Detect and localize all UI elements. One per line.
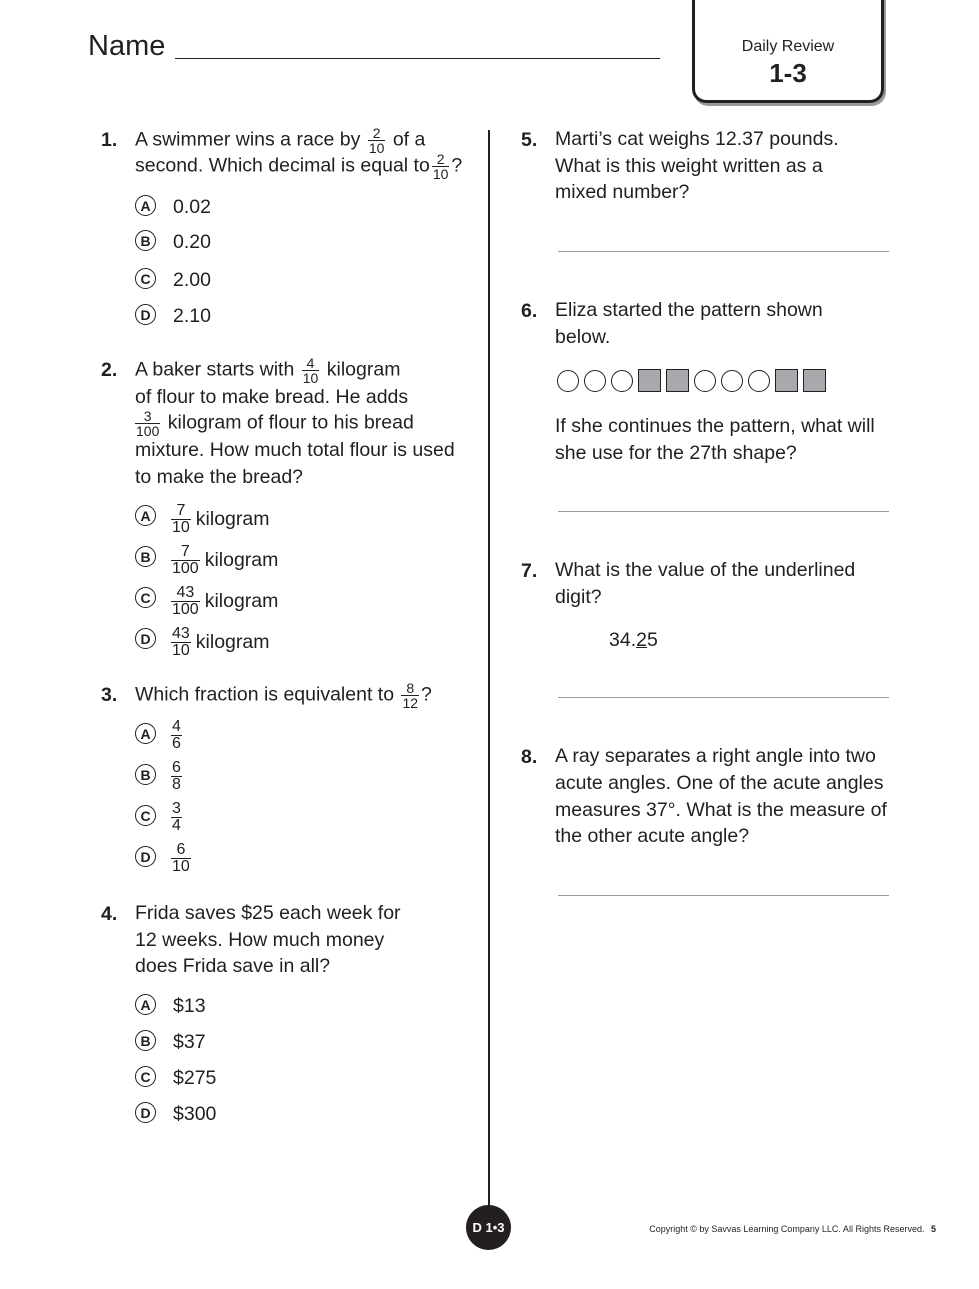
option-text: kilogram xyxy=(195,508,270,530)
answer-option[interactable] xyxy=(135,544,278,577)
numerator: 2 xyxy=(436,151,445,167)
question-text xyxy=(135,356,400,385)
choice-bubble[interactable]: D xyxy=(135,304,156,325)
choice-bubble[interactable]: B xyxy=(135,546,156,567)
choice-bubble[interactable]: C xyxy=(135,587,156,608)
numerator: 4 xyxy=(172,718,181,735)
question-number: 8. xyxy=(521,746,538,768)
text-segment: A swimmer wins a race by xyxy=(135,128,361,151)
question-text: What is the value of the underlined xyxy=(555,559,856,581)
choice-bubble[interactable]: B xyxy=(135,1030,156,1051)
fraction xyxy=(135,409,160,438)
option-text: kilogram xyxy=(195,631,270,653)
question-text: of flour to make bread. He adds xyxy=(135,386,409,408)
answer-line[interactable] xyxy=(558,895,889,896)
question-text: acute angles. One of the acute angles xyxy=(555,772,884,794)
text-segment: Which fraction is equivalent to xyxy=(135,683,395,706)
question-text: below. xyxy=(555,326,611,348)
option-text: 2.10 xyxy=(173,305,211,327)
answer-option[interactable] xyxy=(135,719,184,752)
copyright-text: Copyright © by Savvas Learning Company LLC. All Rights Reserved. xyxy=(649,1224,925,1234)
denominator: 10 xyxy=(368,140,385,156)
question-number: 5. xyxy=(521,129,538,151)
fraction xyxy=(171,544,200,577)
question-text xyxy=(135,126,425,155)
choice-bubble[interactable]: B xyxy=(135,230,156,251)
fraction xyxy=(171,801,182,834)
numerator: 3 xyxy=(172,800,181,817)
pattern-circle xyxy=(694,370,716,392)
pattern-circle xyxy=(748,370,770,392)
choice-bubble[interactable]: A xyxy=(135,505,156,526)
pattern-circle xyxy=(584,370,606,392)
text-segment: ? xyxy=(421,683,432,706)
denominator: 4 xyxy=(172,817,181,834)
numerator: 2 xyxy=(372,125,381,141)
denominator: 100 xyxy=(172,560,199,577)
question-text: mixed number? xyxy=(555,181,690,203)
option-text: $275 xyxy=(173,1067,217,1089)
numerator: 6 xyxy=(176,841,186,858)
choice-bubble[interactable]: D xyxy=(135,846,156,867)
option-text: $37 xyxy=(173,1031,206,1053)
option-text: 0.20 xyxy=(173,231,211,253)
text-segment: A baker starts with xyxy=(135,358,295,381)
answer-option[interactable] xyxy=(135,585,278,618)
option-text: 2.00 xyxy=(173,269,211,291)
name-input-line[interactable] xyxy=(175,58,660,59)
text-segment: kilogram of flour to his bread xyxy=(167,411,414,434)
answer-option[interactable] xyxy=(135,268,211,292)
fraction xyxy=(432,152,450,181)
fraction xyxy=(171,585,200,618)
choice-bubble[interactable]: D xyxy=(135,628,156,649)
fraction xyxy=(171,719,182,752)
page-badge: D 1•3 xyxy=(466,1205,511,1250)
answer-option[interactable] xyxy=(135,1066,216,1090)
answer-line[interactable] xyxy=(558,697,889,698)
numerator: 43 xyxy=(172,625,190,642)
pattern-square xyxy=(638,369,661,392)
answer-option[interactable] xyxy=(135,230,211,254)
denominator: 10 xyxy=(432,166,449,182)
answer-option[interactable] xyxy=(135,626,269,659)
answer-option[interactable] xyxy=(135,195,211,219)
denominator: 100 xyxy=(172,601,199,618)
pattern-square xyxy=(803,369,826,392)
text-segment: 34. xyxy=(609,629,637,651)
name-label: Name xyxy=(88,30,166,62)
column-divider xyxy=(488,130,490,1215)
denominator: 10 xyxy=(172,519,190,536)
tab-number: 1-3 xyxy=(769,58,807,88)
choice-bubble[interactable]: C xyxy=(135,268,156,289)
shape-pattern xyxy=(557,369,831,392)
denominator: 12 xyxy=(402,695,419,711)
question-text: Eliza started the pattern shown xyxy=(555,299,823,321)
question-text: measures 37°. What is the measure of xyxy=(555,799,887,821)
question-text: 12 weeks. How much money xyxy=(135,929,385,951)
text-segment: 5 xyxy=(646,629,658,651)
question-text: the other acute angle? xyxy=(555,825,750,847)
question-number: 2. xyxy=(101,359,118,381)
numerator: 7 xyxy=(176,502,186,519)
option-text: $300 xyxy=(173,1103,217,1125)
question-number: 3. xyxy=(101,684,118,706)
copyright-notice xyxy=(649,1224,936,1234)
choice-bubble[interactable]: A xyxy=(135,195,156,216)
fraction xyxy=(401,681,419,710)
fraction xyxy=(171,842,191,875)
question-text: Frida saves $25 each week for xyxy=(135,902,401,924)
fraction xyxy=(368,126,386,155)
question-number: 4. xyxy=(101,903,118,925)
choice-bubble[interactable]: A xyxy=(135,723,156,744)
pattern-circle xyxy=(557,370,579,392)
choice-bubble[interactable]: C xyxy=(135,805,156,826)
pattern-square xyxy=(775,369,798,392)
fraction xyxy=(171,760,182,793)
option-text: kilogram xyxy=(204,549,279,571)
question-text: does Frida save in all? xyxy=(135,955,331,977)
numerator: 4 xyxy=(306,355,315,371)
question-text: digit? xyxy=(555,586,602,608)
text-segment: kilogram xyxy=(326,358,401,381)
denominator: 10 xyxy=(302,370,319,386)
option-text: 0.02 xyxy=(173,196,211,218)
option-text: $13 xyxy=(173,995,206,1017)
choice-bubble[interactable]: C xyxy=(135,1066,156,1087)
numerator: 7 xyxy=(180,543,190,560)
question-text: she use for the 27th shape? xyxy=(555,442,797,464)
tab-title: Daily Review xyxy=(741,38,835,55)
answer-option[interactable] xyxy=(135,503,269,536)
numerator: 43 xyxy=(176,584,195,601)
question-text: What is this weight written as a xyxy=(555,155,823,177)
pattern-square xyxy=(666,369,689,392)
fraction xyxy=(302,356,320,385)
text-segment: second. Which decimal is equal to xyxy=(135,154,430,177)
denominator: 6 xyxy=(172,735,181,752)
daily-review-tab xyxy=(692,0,884,103)
denominator: 100 xyxy=(136,423,160,439)
question-text: If she continues the pattern, what will xyxy=(555,415,875,437)
denominator: 10 xyxy=(172,858,190,875)
question-text: mixture. How much total flour is used xyxy=(135,439,455,461)
numerator: 6 xyxy=(172,759,181,776)
answer-line[interactable] xyxy=(558,251,889,252)
denominator: 8 xyxy=(172,776,181,793)
answer-option[interactable] xyxy=(135,304,211,328)
answer-option[interactable] xyxy=(135,994,206,1018)
choice-bubble[interactable]: B xyxy=(135,764,156,785)
underlined-digit: 2 xyxy=(636,629,647,651)
question-number: 7. xyxy=(521,560,538,582)
numerator: 3 xyxy=(143,408,152,424)
numerator: 8 xyxy=(406,680,415,696)
question-text xyxy=(135,681,432,710)
answer-line[interactable] xyxy=(558,511,889,512)
pattern-circle xyxy=(721,370,743,392)
choice-bubble[interactable]: A xyxy=(135,994,156,1015)
question-number: 1. xyxy=(101,129,118,151)
choice-bubble[interactable]: D xyxy=(135,1102,156,1123)
answer-option[interactable] xyxy=(135,1102,216,1126)
fraction xyxy=(171,503,191,536)
fraction xyxy=(171,626,191,659)
answer-option[interactable] xyxy=(135,760,184,793)
decimal-value xyxy=(609,627,658,654)
answer-option[interactable] xyxy=(135,1030,206,1054)
answer-option[interactable] xyxy=(135,842,193,875)
option-text: kilogram xyxy=(204,590,279,612)
question-text xyxy=(135,409,414,438)
denominator: 10 xyxy=(172,642,190,659)
answer-option[interactable] xyxy=(135,801,184,834)
question-number: 6. xyxy=(521,300,538,322)
pattern-circle xyxy=(611,370,633,392)
question-text: Marti’s cat weighs 12.37 pounds. xyxy=(555,128,839,150)
question-text: A ray separates a right angle into two xyxy=(555,745,876,767)
text-segment: ? xyxy=(451,154,463,177)
text-segment: of a xyxy=(392,128,426,151)
question-text xyxy=(135,152,462,181)
question-text: to make the bread? xyxy=(135,466,304,488)
page-number: 5 xyxy=(930,1224,936,1234)
